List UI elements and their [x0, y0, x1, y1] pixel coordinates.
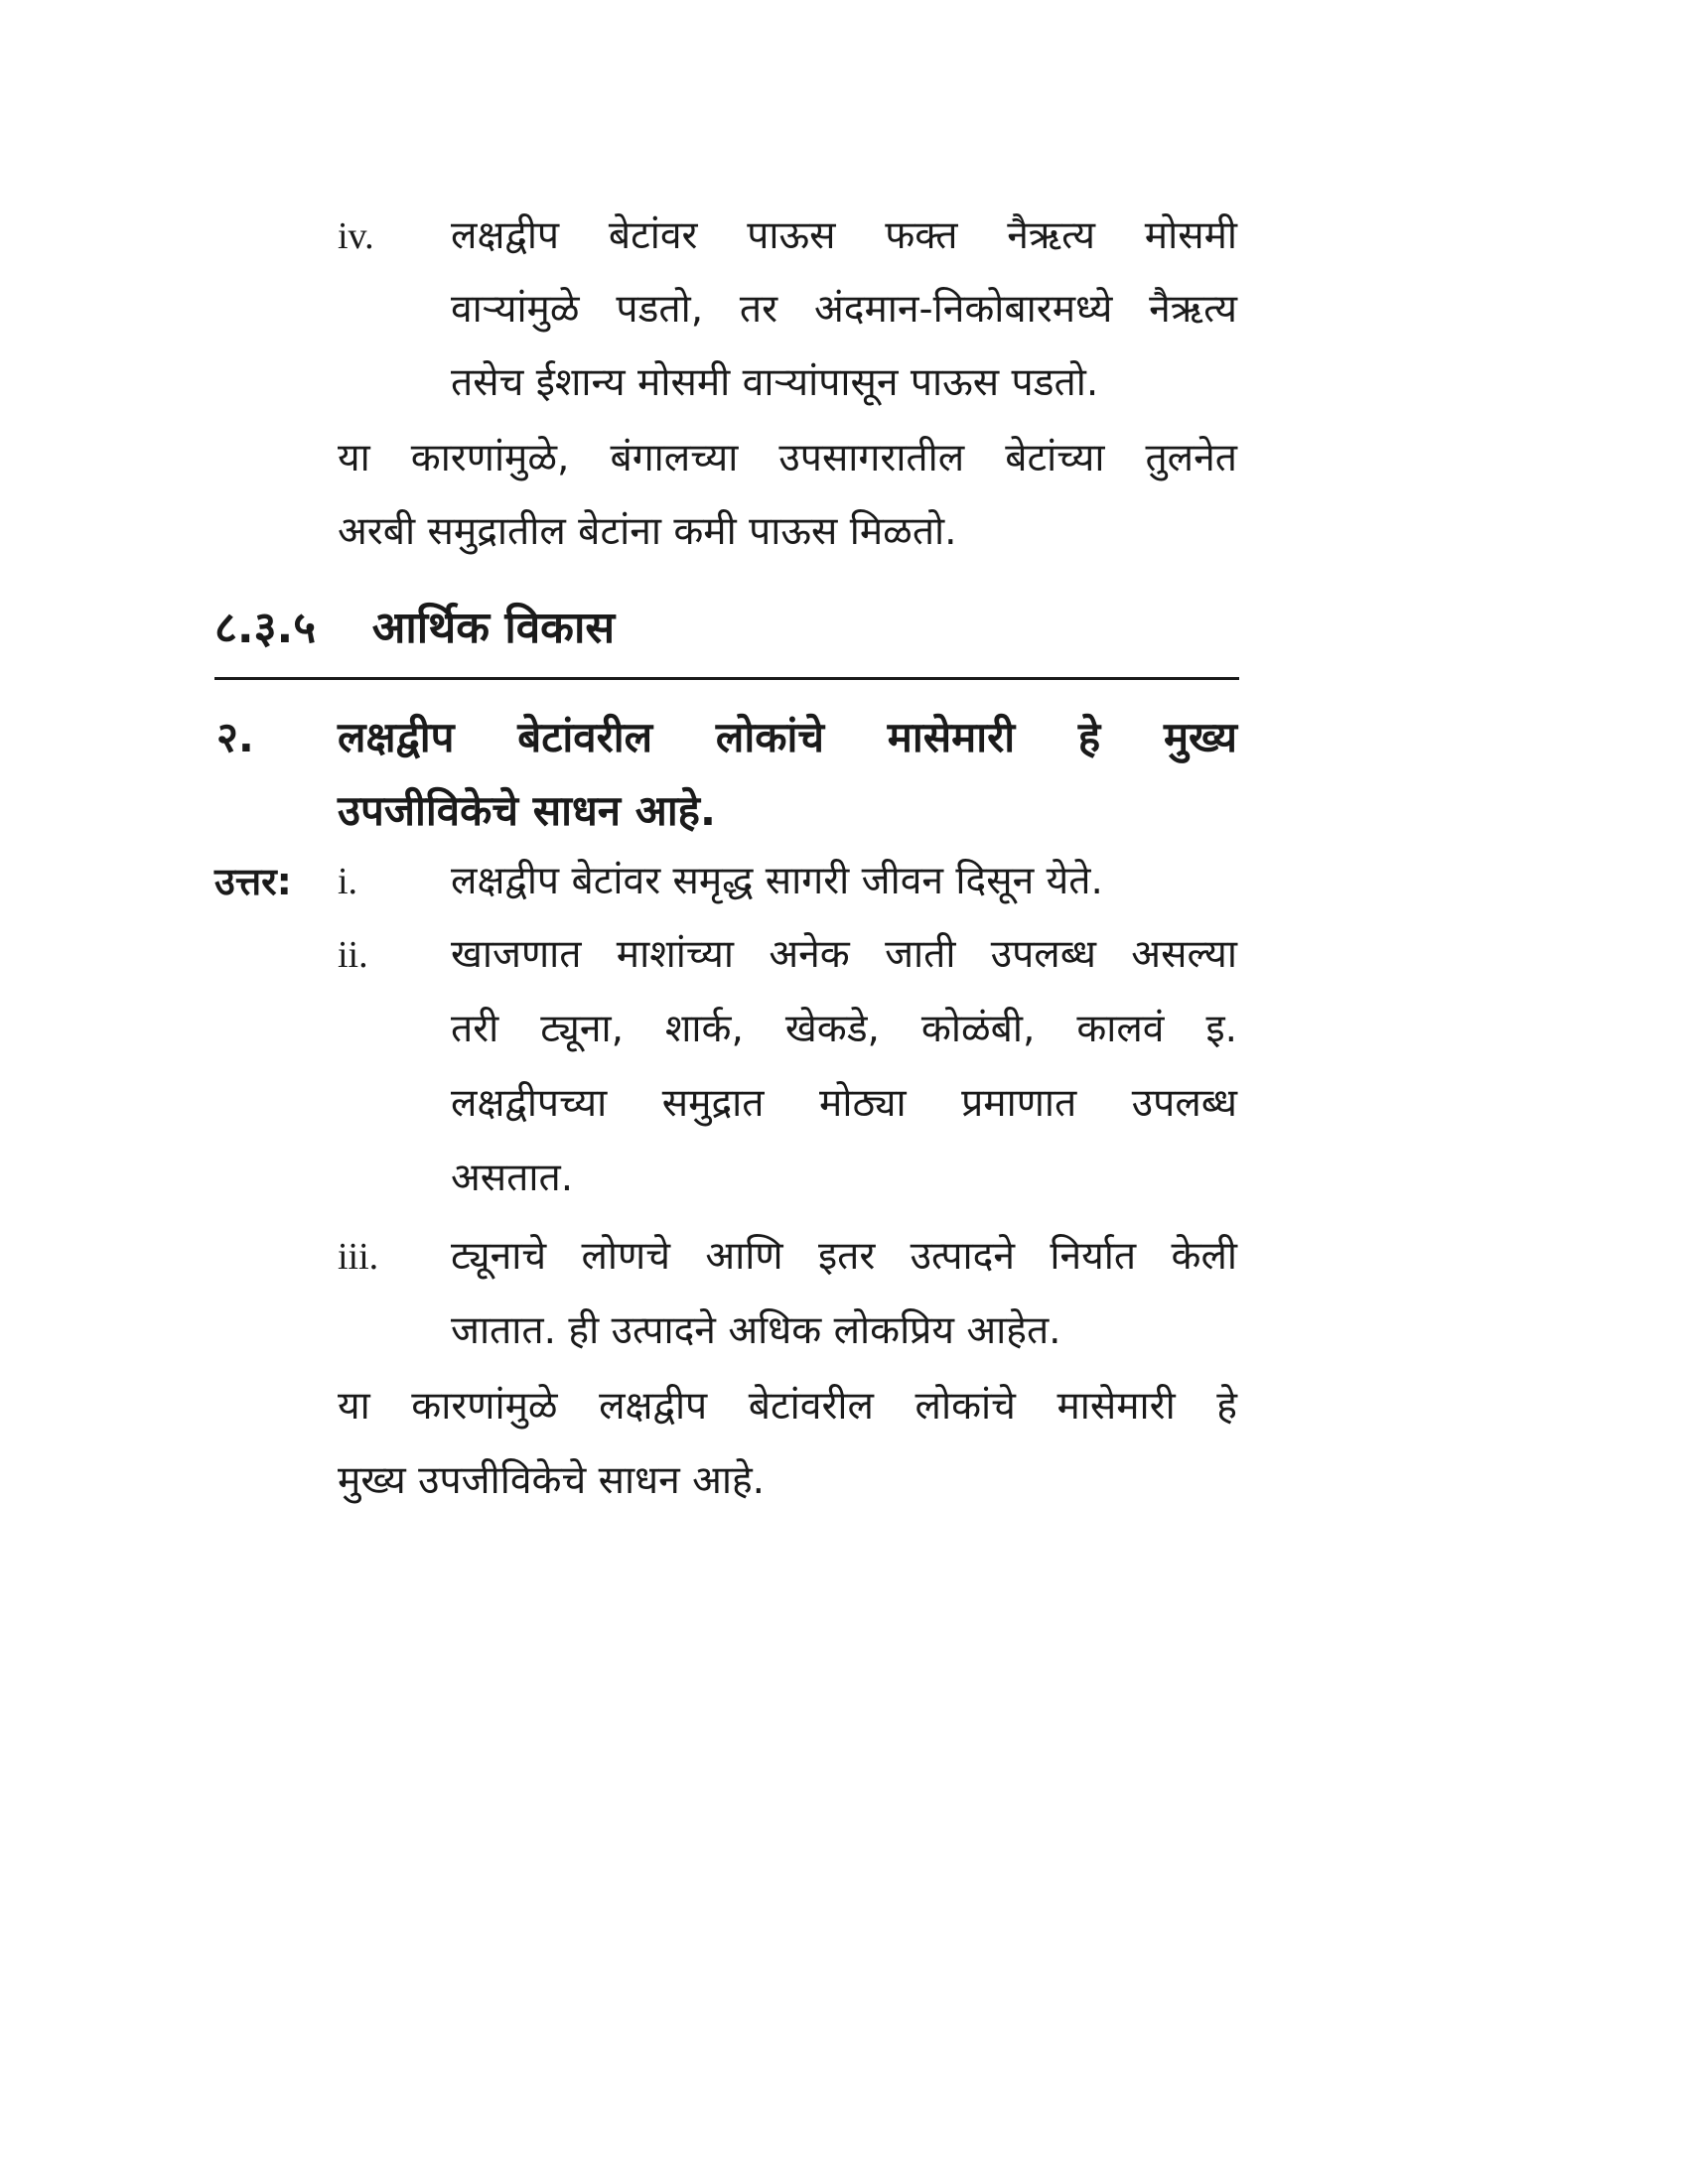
answer-ii-line-2: तरी ट्यूना, शार्क, खेकडे, कोळंबी, कालवं इ.	[451, 1007, 1237, 1051]
answer-ii-line-1: खाजणात माशांच्या अनेक जाती उपलब्ध असल्या	[451, 932, 1237, 977]
list-marker-ii: ii.	[338, 934, 368, 976]
point-iv-line-2: वाऱ्यांमुळे पडतो, तर अंदमान-निकोबारमध्ये नैऋत्य	[451, 287, 1237, 332]
list-marker-iv: iv.	[338, 215, 374, 257]
answer-i-line-1: लक्षद्वीप बेटांवर समृद्ध सागरी जीवन दिसून येते.	[451, 859, 1103, 903]
answer-ii-line-3: लक्षद्वीपच्या समुद्रात मोठ्या प्रमाणात उपलब्ध	[451, 1081, 1237, 1126]
section-heading	[214, 594, 615, 663]
conclusion-1-line-1: या कारणांमुळे, बंगालच्या उपसागरातील बेटांच्या तुलनेत	[338, 436, 1237, 480]
conclusion-2-line-2: मुख्य उपजीविकेचे साधन आहे.	[338, 1458, 766, 1503]
question-line-2: उपजीविकेचे साधन आहे.	[338, 786, 716, 835]
answer-label: उत्तर:	[214, 860, 292, 903]
point-iv-line-3: तसेच ईशान्य मोसमी वाऱ्यांपासून पाऊस पडतो.	[451, 360, 1099, 405]
question-number: २.	[216, 713, 254, 761]
conclusion-1-line-2: अरबी समुद्रातील बेटांना कमी पाऊस मिळतो.	[338, 509, 957, 554]
answer-ii-line-4: असतात.	[451, 1156, 574, 1200]
question-line-1: लक्षद्वीप बेटांवरील लोकांचे मासेमारी हे मुख्य	[338, 713, 1237, 761]
section-title: आर्थिक विकास	[371, 603, 616, 653]
answer-iii-line-2: जातात. ही उत्पादने अधिक लोकप्रिय आहेत.	[451, 1308, 1061, 1353]
point-iv-line-1: लक्षद्वीप बेटांवर पाऊस फक्त नैऋत्य मोसमी	[451, 213, 1237, 258]
list-marker-iii: iii.	[338, 1236, 379, 1278]
list-marker-i: i.	[338, 861, 358, 902]
answer-iii-line-1: ट्यूनाचे लोणचे आणि इतर उत्पादने निर्यात केली	[451, 1234, 1237, 1279]
section-number: ८.३.५	[214, 603, 317, 653]
conclusion-2-line-1: या कारणांमुळे लक्षद्वीप बेटांवरील लोकांचे मासेमारी हे	[338, 1384, 1237, 1429]
heading-underline	[214, 677, 1239, 680]
